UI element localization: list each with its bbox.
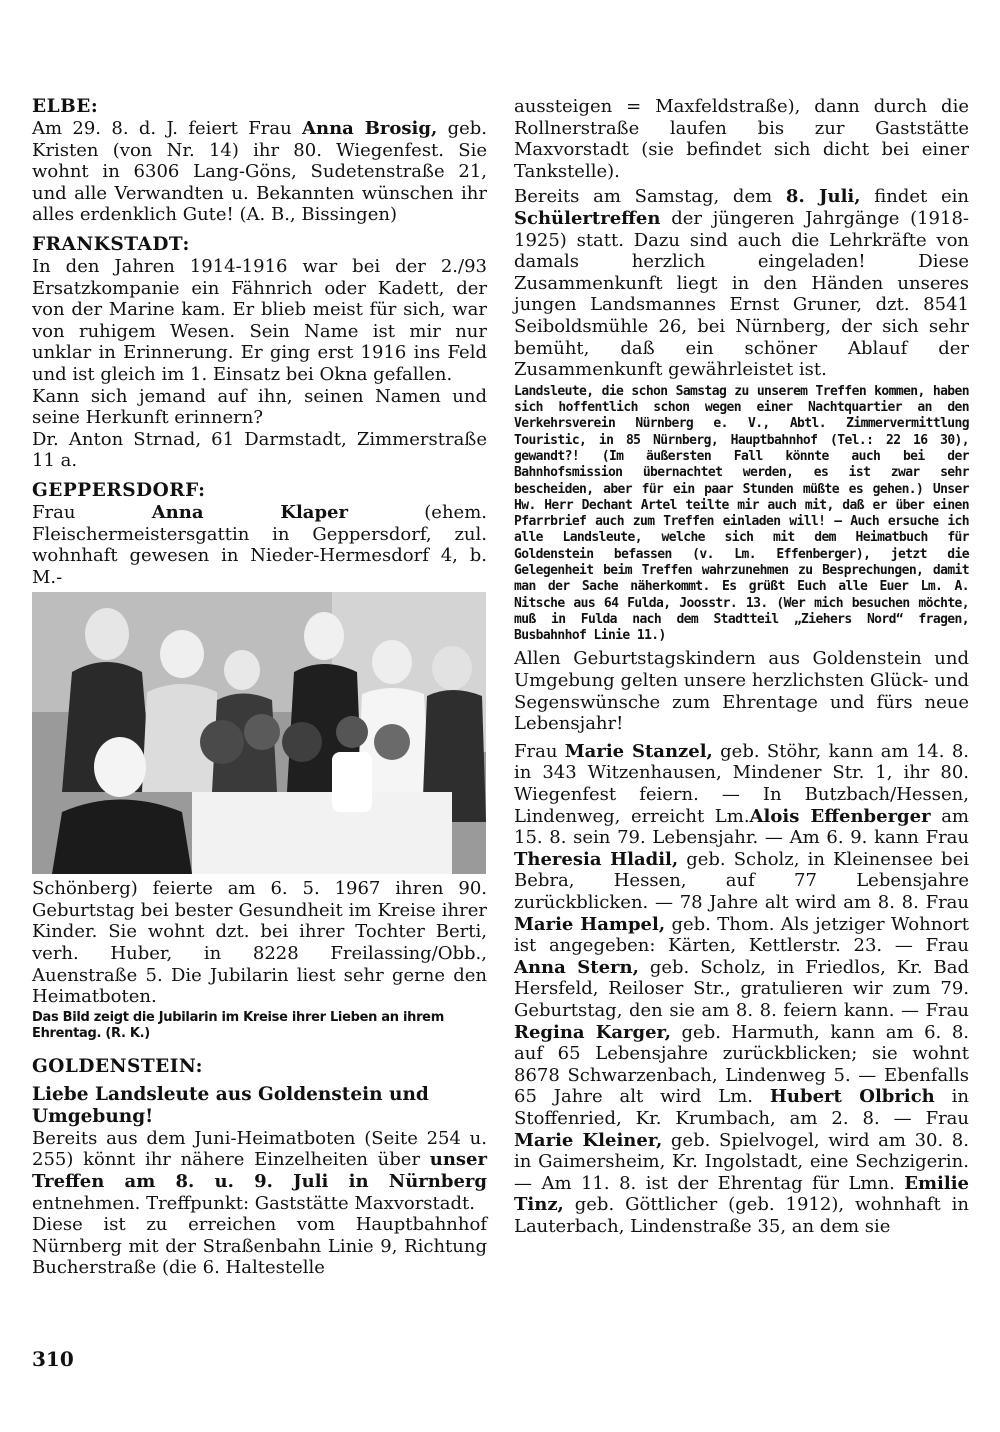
person-name: Marie Kleiner, (514, 1129, 663, 1151)
photo-caption: Das Bild zeigt die Jubilarin im Kreise ihrer Lieben an ihrem Ehrentag. (R. K.) (32, 1009, 444, 1041)
event-highlight: Schülertreffen (514, 207, 661, 229)
text: findet ein (860, 186, 970, 208)
person-name: Theresia Hladil, (514, 848, 679, 870)
text: in Stoffenried, Kr. Krumbach, am 2. 8. — Frau (514, 1086, 969, 1129)
text: Bereits aus dem Juni-Heimatboten (Seite 254 u. 255) könnt ihr nähere Einzelheiten über (32, 1127, 487, 1171)
goldenstein-paragraph-2: Diese ist zu erreichen vom Hauptbahnhof Nürnberg mit der Straßenbahn Linie 9, Richtung Bucherstraße (die 6. Haltestelle (32, 1214, 487, 1279)
group-photo (32, 592, 486, 874)
text: am 15. 8. sein 79. Lebensjahr. — Am 6. 9. kann Frau (514, 805, 969, 849)
right-paragraph-1: aussteigen = Maxfeldstraße), dann durch die Rollnerstraße laufen bis zur Gaststätte Maxvorstadt (sie befindet sich dicht bei einer Tankstelle). (514, 96, 969, 182)
text: Am 29. 8. d. J. feiert Frau (32, 118, 303, 139)
frankstadt-paragraph-2: Kann sich jemand auf ihn, seinen Namen und seine Herkunft erinnern? (32, 385, 487, 429)
person-name: Marie Hampel, (514, 913, 666, 935)
text: geb. Spielvogel, wird am 30. 8. in Gaimersheim, Kr. Ingolstadt, eine Sechzigerin. — Am 11. 8. ist der Ehrentag für Lmn. (514, 1129, 969, 1194)
frankstadt-paragraph-3: Dr. Anton Strnad, 61 Darmstadt, Zimmerstraße 11 a. (32, 428, 487, 472)
text: der jüngeren Jahrgänge (1918-1925) statt. Dazu sind auch die Lehrkräfte von damals herzlich eingeladen! Diese Zusammenkunft liegt in den Händen unseres jungen Landsmannes Ernst Gruner, dzt. 8541 Seiboldsmühle 26, bei Nürnberg, der sich sehr bemüht, daß ein schöner Ablauf der Zusammenkunft gewährleistet ist. (514, 207, 969, 381)
person-name: Alois Effenberger (749, 805, 931, 827)
elbe-paragraph (32, 118, 487, 226)
small-print-notice: Landsleute, die schon Samstag zu unserem Treffen kommen, haben sich hoffentlich schon wegen einer Nachtquartier an den Verkehrsverein Nürnberg e. V., Abtl. Zimmervermittlung Touristic, in 85 Nürnberg, Hauptbahnhof (Tel.: 22 16 30), gewandt?! (Im äußersten Fall könnte auch bei der Bahnhofsmission übernachtet werden, es ist zwar sehr bescheiden, aber für ein paar Stunden müßte es gehen.) Unser Hw. Herr Dechant Artel teilte mir auch mit, daß er über einen Pfarrbrief auch zum Treffen einladen will! — Auch ersuche ich alle Landsleute, welche sich mit dem Heimatbuch für Goldenstein befassen (v. Lm. Effenberger), jetzt die Gelegenheit beim Treffen wahrzunehmen zu Besprechungen, damit man der Sache näherkommt. Es grüßt Euch alle Euer Lm. A. Nitsche aus 64 Fulda, Joosstr. 13. (Wer mich besuchen möchte, muß in Fulda nach dem Stadtteil „Ziehers Nord“ fragen, Busbahnhof Linie 11.) (514, 383, 969, 644)
text: (ehem. Fleischermeistersgattin in Geppersdorf, zul. wohnhaft gewesen in Nieder-Hermesdorf 4, b. M.- (32, 501, 487, 588)
person-name: Emilie Tinz, (514, 1172, 969, 1216)
heading-frankstadt: FRANKSTADT: (32, 233, 190, 255)
right-paragraph-3: Allen Geburtstagskindern aus Goldenstein und Umgebung gelten unsere herzlichsten Glück- und Segenswünsche zum Ehrentage und fürs neue Lebensjahr! (514, 648, 969, 735)
heading-elbe: ELBE: (32, 96, 99, 117)
text: geb. Scholz, in Kleinensee bei Bebra, Hessen, auf 77 Lebensjahre zurückblicken. — 78 Jahre alt wird am 8. 8. Frau (514, 848, 969, 913)
text: geb. Scholz, in Friedlos, Kr. Bad Hersfeld, Reiloser Str., gratulieren wir zum 79. Geburtstag, den sie am 8. 8. feiern kann. — Frau (514, 956, 970, 1021)
left-column (32, 96, 487, 1279)
text: entnehmen. Treffpunkt: Gaststätte Maxvorstadt. (32, 1192, 475, 1214)
person-name: Anna Brosig, (302, 118, 438, 139)
birthday-list (514, 741, 969, 1238)
heading-goldenstein: GOLDENSTEIN: (32, 1055, 203, 1077)
person-name: Hubert Olbrich (769, 1086, 935, 1108)
geppersdorf-paragraph-1 (32, 502, 487, 588)
geppersdorf-paragraph-2: Schönberg) feierte am 6. 5. 1967 ihren 90. Geburtstag bei bester Gesundheit im Kreise ihrer Kinder. Sie wohnt dzt. bei ihrer Tochter Berti, verh. Huber, in 8228 Freilassing/Obb., Auenstraße 5. Die Jubilarin liest sehr gerne den Heimatboten. (32, 878, 487, 1008)
text: geb. Stöhr, kann am 14. 8. in 343 Witzenhausen, Mindener Str. 1, ihr 80. Wiegenfest feiern. — In Butzbach/Hessen, Lindenweg, erreicht Lm. (514, 740, 969, 827)
right-column (514, 96, 969, 1238)
person-name: Regina Karger, (514, 1021, 671, 1043)
event-highlight: unser Treffen am 8. u. 9. Juli in Nürnberg (32, 1149, 487, 1193)
text: geb. Kristen (von Nr. 14) ihr 80. Wiegenfest. Sie wohnt in 6306 Lang-Göns, Sudetenstraße 21, und alle Verwandten u. Bekannten wünschen ihr alles erdenklich Gute! (A. B., Bissingen) (32, 118, 487, 226)
goldenstein-paragraph-1 (32, 1128, 487, 1214)
right-paragraph-2 (514, 186, 969, 380)
text: geb. Harmuth, kann am 6. 8. auf 65 Lebensjahre zurückblicken; sie wohnt 8678 Schwarzenbach, Lindenweg 5. — Ebenfalls 65 Jahre alt wird Lm. (514, 1021, 969, 1108)
person-name: Anna Klaper (151, 501, 348, 523)
text: Bereits am Samstag, dem (514, 186, 786, 208)
page-number: 310 (32, 1347, 74, 1371)
heading-geppersdorf: GEPPERSDORF: (32, 479, 206, 501)
text: geb. Thom. Als jetziger Wohnort ist angegeben: Kärten, Kettlerstr. 23. — Frau (514, 913, 969, 957)
date-highlight: 8. Juli, (785, 186, 861, 208)
text: Frau (32, 501, 152, 523)
text: Frau (514, 740, 565, 762)
frankstadt-paragraph-1: In den Jahren 1914-1916 war bei der 2./93 Ersatzkompanie ein Fähnrich oder Kadett, der von der Marine kam. Er blieb meist für sich, war von ruhigem Wesen. Sein Name ist mir nur unklar in Erinnerung. Er ging erst 1916 ins Feld und ist gleich im 1. Einsatz bei Okna gefallen. (32, 255, 487, 385)
goldenstein-subheading: Liebe Landsleute aus Goldenstein und Umgebung! (32, 1083, 429, 1127)
text: geb. Göttlicher (geb. 1912), wohnhaft in Lauterbach, Lindenstraße 35, an dem sie (514, 1194, 969, 1237)
person-name: Marie Stanzel, (564, 740, 713, 762)
person-name: Anna Stern, (514, 956, 639, 978)
